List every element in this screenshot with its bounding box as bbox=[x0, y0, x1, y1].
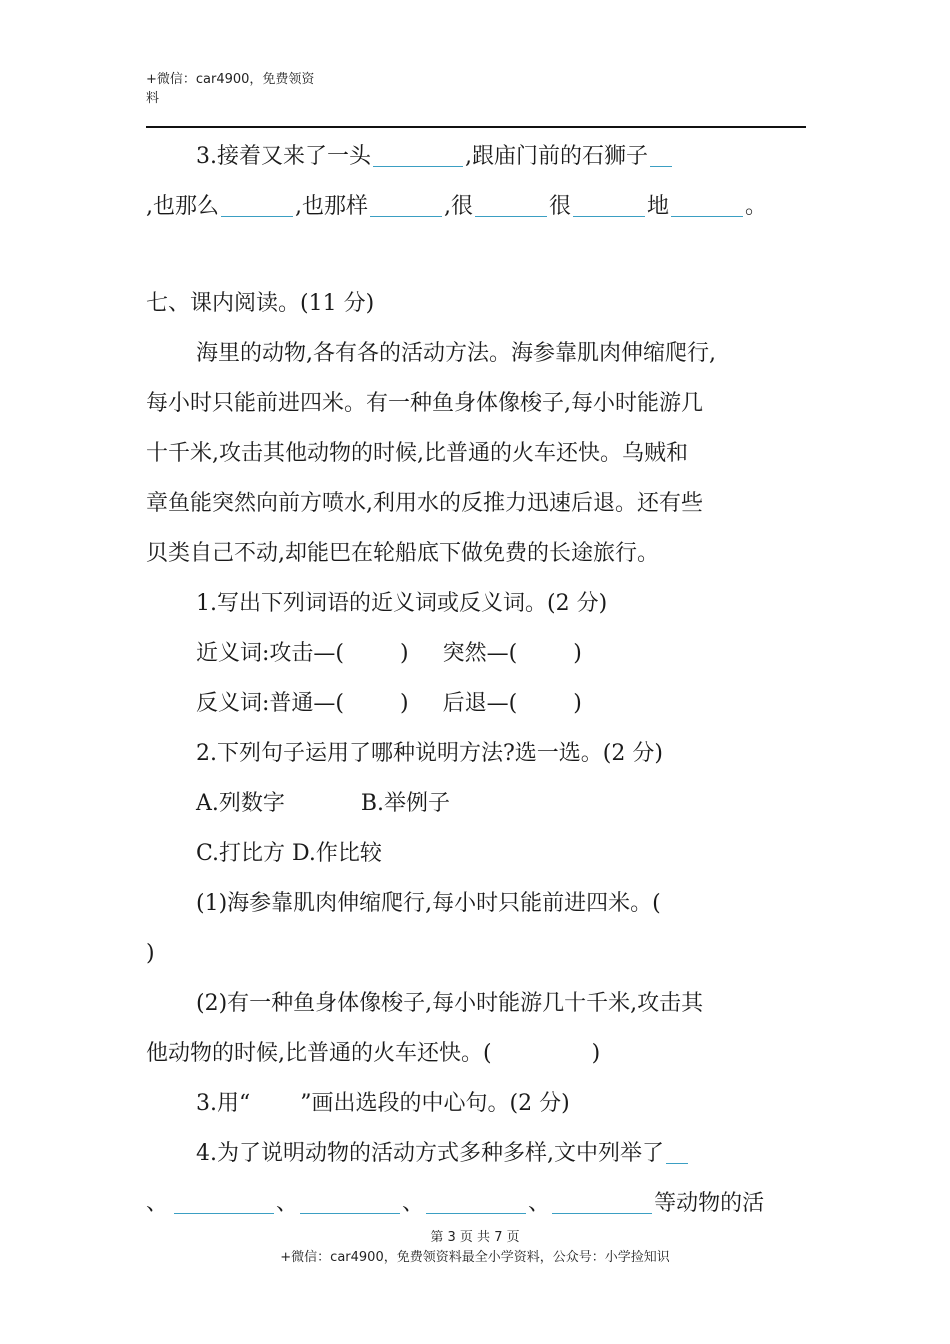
answer-blank[interactable] bbox=[300, 1191, 400, 1214]
q4-line-2: 、 、 、 、 等动物的活 bbox=[146, 1191, 765, 1216]
passage-line-1: 海里的动物,各有各的活动方法。海参靠肌肉伸缩爬行, bbox=[196, 341, 716, 366]
q4-line-1: 4.为了说明动物的活动方式多种多样,文中列举了 bbox=[196, 1139, 690, 1169]
answer-blank[interactable] bbox=[671, 194, 743, 217]
page-number: 第 3 页 共 7 页 bbox=[430, 1230, 520, 1245]
answer-blank[interactable] bbox=[373, 144, 463, 167]
wavy-underline-mark bbox=[250, 1092, 300, 1114]
answer-blank[interactable] bbox=[552, 1191, 652, 1214]
q2-prompt: 2.下列句子运用了哪种说明方法?选一选。(2 分) bbox=[196, 741, 663, 766]
header-rule bbox=[146, 126, 806, 128]
q2-sentence-1-close: ) bbox=[146, 941, 155, 966]
footer-ad: +微信：car4900，免费领资料最全小学资料，公众号：小学捡知识 bbox=[280, 1250, 670, 1265]
passage-line-2: 每小时只能前进四米。有一种鱼身体像梭子,每小时能游几 bbox=[146, 391, 703, 416]
q2-options-ab bbox=[196, 789, 450, 819]
q3-fill-line-1: 3.接着又来了一头 ,跟庙门前的石狮子 bbox=[196, 142, 674, 172]
answer-blank[interactable] bbox=[573, 194, 645, 217]
header-line-1: +微信：car4900，免费领资 bbox=[146, 72, 315, 87]
section-title: 七、课内阅读。(11 分) bbox=[146, 291, 375, 316]
answer-blank[interactable] bbox=[370, 194, 442, 217]
option-b: B.举例子 bbox=[360, 791, 451, 816]
q3-prompt: 3.用“ ”画出选段的中心句。(2 分) bbox=[196, 1091, 570, 1116]
answer-blank[interactable] bbox=[221, 194, 293, 217]
passage-line-4: 章鱼能突然向前方喷水,利用水的反推力迅速后退。还有些 bbox=[146, 491, 703, 516]
q1-antonym-row: 反义词:普通—( ) 后退—( ) bbox=[196, 691, 582, 716]
passage-line-5: 贝类自己不动,却能巴在轮船底下做免费的长途旅行。 bbox=[146, 541, 659, 566]
passage-line-3: 十千米,攻击其他动物的时候,比普通的火车还快。乌贼和 bbox=[146, 441, 688, 466]
q2-sentence-2: (2)有一种鱼身体像梭子,每小时能游几十千米,攻击其 bbox=[196, 991, 704, 1016]
answer-blank[interactable] bbox=[174, 1191, 274, 1214]
q3-fill-line-2: ,也那么 ,也那样 ,很 很 地 。 bbox=[146, 194, 768, 219]
q2-options-cd: C.打比方 D.作比较 bbox=[196, 841, 382, 866]
q1-synonym-row: 近义词:攻击—( ) 突然—( ) bbox=[196, 641, 582, 666]
header-note bbox=[146, 70, 346, 108]
option-a: A.列数字 bbox=[196, 791, 285, 816]
answer-blank[interactable] bbox=[426, 1191, 526, 1214]
answer-blank[interactable] bbox=[650, 144, 672, 167]
q2-sentence-2-cont: 他动物的时候,比普通的火车还快。( ) bbox=[146, 1041, 601, 1066]
answer-blank[interactable] bbox=[666, 1141, 688, 1164]
header-line-2: 料 bbox=[146, 91, 160, 106]
q1-prompt: 1.写出下列词语的近义词或反义词。(2 分) bbox=[196, 591, 608, 616]
q2-sentence-1: (1)海参靠肌肉伸缩爬行,每小时只能前进四米。( bbox=[196, 891, 661, 916]
answer-blank[interactable] bbox=[475, 194, 547, 217]
